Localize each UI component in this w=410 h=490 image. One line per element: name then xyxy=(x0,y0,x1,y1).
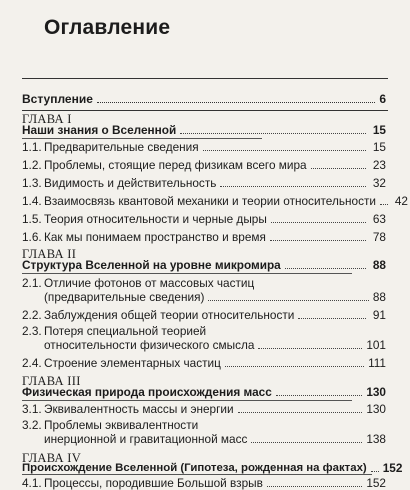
dot-leader xyxy=(270,240,366,241)
toc-entry-2-4[interactable] xyxy=(22,356,386,370)
entry-number: 2.4. xyxy=(22,356,42,370)
dot-leader xyxy=(311,168,366,169)
entry-text: Эквивалентность массы и энергии xyxy=(44,402,234,416)
chapter-1-heading: ГЛАВА I xyxy=(22,112,72,126)
entry-page: 111 xyxy=(368,356,386,370)
intro-label: Вступление xyxy=(22,92,93,106)
dot-leader xyxy=(371,471,379,472)
entry-text-line2: (предварительные сведения) xyxy=(44,290,205,304)
entry-text-line2: инерционной и гравитационной масс xyxy=(44,432,248,446)
entry-page: 42 xyxy=(394,194,408,208)
chapter-title-underline xyxy=(22,138,262,139)
toc-entry-1-2[interactable] xyxy=(22,158,386,172)
chapter-title-text: Происхождение Вселенной (Гипотеза, рожденная на фактах) xyxy=(22,462,367,474)
entry-page: 23 xyxy=(372,158,386,172)
entry-text-line2: относительности физического смысла xyxy=(44,338,255,352)
entry-number: 2.1. xyxy=(22,276,42,290)
entry-text-line1: Потеря специальной теорией xyxy=(44,324,207,338)
divider xyxy=(22,78,388,79)
chapter-4-heading: ГЛАВА IV xyxy=(22,451,82,465)
entry-page: 138 xyxy=(366,432,386,446)
toc-entry-3-1[interactable] xyxy=(22,402,386,416)
chapter-page: 88 xyxy=(372,258,386,272)
dot-leader xyxy=(97,102,375,103)
dot-leader xyxy=(267,486,362,487)
dot-leader xyxy=(298,318,366,319)
entry-page: 101 xyxy=(366,338,386,352)
entry-number: 1.2. xyxy=(22,158,42,172)
entry-number: 1.4. xyxy=(22,194,42,208)
entry-text-line1: Проблемы эквивалентности xyxy=(44,418,199,432)
entry-text: Как мы понимаем пространство и время xyxy=(44,230,266,244)
entry-page: 152 xyxy=(366,476,386,490)
toc-entry-1-4[interactable] xyxy=(22,194,408,208)
chapter-4-title[interactable] xyxy=(22,461,403,475)
entry-number: 1.3. xyxy=(22,176,42,190)
dot-leader xyxy=(180,133,366,134)
chapter-page: 130 xyxy=(366,385,386,399)
entry-text: Взаимосвязь квантовой механики и теории относительности xyxy=(44,194,376,208)
entry-text: Видимость и действительность xyxy=(44,176,217,190)
chapter-3-heading: ГЛАВА III xyxy=(22,374,81,388)
dot-leader xyxy=(238,412,363,413)
entry-number: 2.2. xyxy=(22,308,42,322)
entry-text: Заблуждения общей теории относительности xyxy=(44,308,295,322)
chapter-3-title[interactable] xyxy=(22,385,386,399)
dot-leader xyxy=(276,395,363,396)
chapter-title-underline xyxy=(22,474,372,475)
chapter-title-underline xyxy=(22,273,352,274)
dot-leader xyxy=(258,348,362,349)
entry-number: 2.3. xyxy=(22,324,42,338)
chapter-2-title[interactable] xyxy=(22,258,386,272)
intro-page: 6 xyxy=(379,92,386,106)
entry-text: Проблемы, стоящие перед физикам всего мира xyxy=(44,158,307,172)
dot-leader xyxy=(220,186,366,187)
toc-intro[interactable] xyxy=(22,92,386,106)
chapter-2-heading: ГЛАВА II xyxy=(22,247,77,261)
entry-number: 4.1. xyxy=(22,476,42,490)
entry-number: 1.5. xyxy=(22,212,42,226)
entry-page: 78 xyxy=(372,230,386,244)
dot-leader xyxy=(203,150,366,151)
entry-number: 1.6. xyxy=(22,230,42,244)
entry-text: Предварительные сведения xyxy=(44,140,199,154)
entry-text: Теория относительности и черные дыры xyxy=(44,212,267,226)
toc-entry-1-6[interactable] xyxy=(22,230,386,244)
chapter-title-text: Наши знания о Вселенной xyxy=(22,123,177,137)
dot-leader xyxy=(225,366,364,367)
dot-leader xyxy=(251,442,362,443)
entry-text-line1: Отличие фотонов от массовых частиц xyxy=(44,276,255,290)
chapter-title-text: Структура Вселенной на уровне микромира xyxy=(22,258,281,272)
divider xyxy=(22,110,388,111)
entry-page: 130 xyxy=(366,402,386,416)
dot-leader xyxy=(208,300,368,301)
toc-entry-1-3[interactable] xyxy=(22,176,386,190)
entry-number: 3.2. xyxy=(22,418,42,432)
dot-leader xyxy=(271,222,366,223)
chapter-page: 152 xyxy=(382,461,403,475)
chapter-1-title[interactable] xyxy=(22,123,386,137)
entry-page: 15 xyxy=(372,140,386,154)
page-title: Оглавление xyxy=(44,16,171,39)
entry-page: 32 xyxy=(372,176,386,190)
toc-entry-1-5[interactable] xyxy=(22,212,386,226)
entry-text: Процессы, породившие Большой взрыв xyxy=(44,476,263,490)
chapter-title-text: Физическая природа происхождения масс xyxy=(22,385,272,399)
chapter-page: 15 xyxy=(372,123,386,137)
entry-page: 91 xyxy=(372,308,386,322)
dot-leader xyxy=(285,268,366,269)
entry-page: 88 xyxy=(372,290,386,304)
entry-number: 3.1. xyxy=(22,402,42,416)
entry-number: 1.1. xyxy=(22,140,42,154)
entry-text: Строение элементарных частиц xyxy=(44,356,221,370)
dot-leader xyxy=(380,204,388,205)
toc-entry-2-2[interactable] xyxy=(22,308,386,322)
chapter-title-underline xyxy=(22,400,352,401)
toc-entry-1-1[interactable] xyxy=(22,140,386,154)
entry-page: 63 xyxy=(372,212,386,226)
